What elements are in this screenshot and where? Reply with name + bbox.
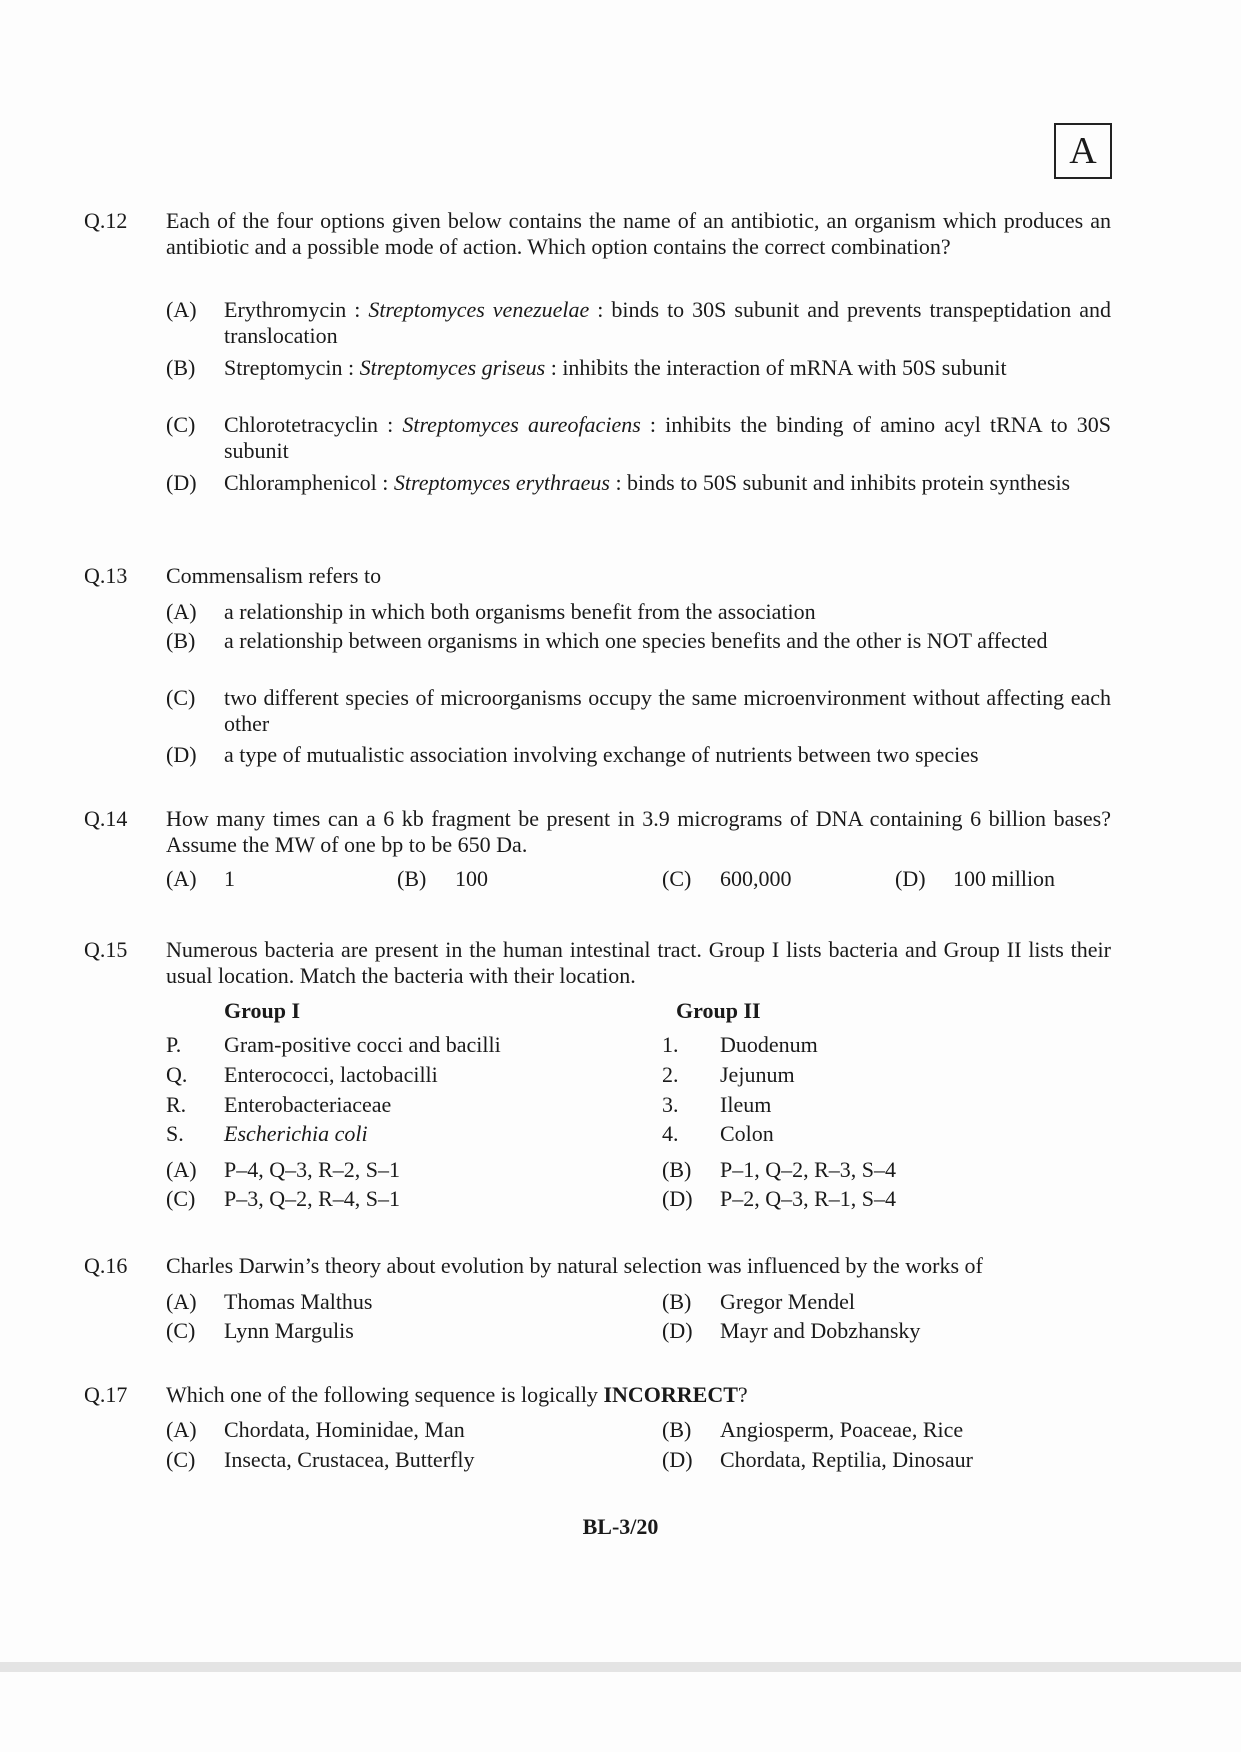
option-action: : binds to 30S subunit and prevents transpeptidation and translocation [224,297,1111,348]
option-label: (A) [166,1289,197,1314]
question-number: Q.16 [84,1253,128,1278]
option-label: (B) [662,1157,692,1182]
question-text: Each of the four options given below contains the name of an antibiotic, an organism which produces an antibiotic and a possible mode of action. Which option contains the correct combination? [166,208,1111,259]
option-antibiotic: Streptomycin : [224,355,360,380]
option-action: : inhibits the interaction of mRNA with 50S subunit [545,355,1007,380]
question-number: Q.15 [84,937,128,962]
option-text: Chordata, Reptilia, Dinosaur [720,1447,973,1472]
option-text: P–3, Q–2, R–4, S–1 [224,1186,401,1211]
question-text: Charles Darwin’s theory about evolution by natural selection was influenced by the works of [166,1253,983,1278]
option-text: Chordata, Hominidae, Man [224,1417,465,1442]
option-label: (B) [166,628,196,653]
question-number: Q.17 [84,1382,128,1407]
option-label: (C) [166,1318,196,1343]
option-label: (D) [662,1447,693,1472]
item-label: 3. [662,1092,679,1117]
option-text: Mayr and Dobzhansky [720,1318,921,1343]
item-label: S. [166,1121,184,1146]
option-label: (A) [166,1417,197,1442]
question-number: Q.12 [84,208,128,233]
option-antibiotic: Erythromycin : [224,297,369,322]
option-label: (D) [662,1186,693,1211]
group-1-header: Group I [224,998,301,1023]
question-text: Numerous bacteria are present in the human intestinal tract. Group I lists bacteria and Group II lists their usual location. Match the bacteria with their location. [166,937,1111,988]
option-text: a relationship in which both organisms benefit from the association [224,599,816,624]
item-label: R. [166,1092,187,1117]
option-label: (D) [895,866,926,891]
option-text: 100 [455,866,488,891]
option-action: : inhibits the binding of amino acyl tRNA to 30S subunit [224,412,1111,463]
option-text: two different species of microorganisms occupy the same microenvironment without affecting each other [224,685,1111,736]
option-antibiotic: Chloramphenicol : [224,470,394,495]
question-number: Q.13 [84,563,128,588]
item-label: 1. [662,1032,679,1057]
item-text: Gram-positive cocci and bacilli [224,1032,501,1057]
option-label: (A) [166,866,197,891]
question-number: Q.14 [84,806,128,831]
item-text: Escherichia coli [224,1121,368,1146]
option-antibiotic: Chlorotetracyclin : [224,412,403,437]
item-text: Jejunum [720,1062,795,1087]
question-text-end: ? [737,1382,748,1407]
item-label: P. [166,1032,182,1057]
option-label: (A) [166,599,197,624]
option-text: P–1, Q–2, R–3, S–4 [720,1157,897,1182]
question-text: How many times can a 6 kb fragment be present in 3.9 micrograms of DNA containing 6 billion bases? Assume the MW of one bp to be 650 Da. [166,806,1111,857]
option-text: 100 million [953,866,1056,891]
option-organism: Streptomyces venezuelae [368,297,590,322]
option-text: a relationship between organisms in which one species benefits and the other is NOT affected [224,628,1048,653]
question-text [166,1382,1111,1408]
group-2-header: Group II [676,998,761,1023]
option-text: P–4, Q–3, R–2, S–1 [224,1157,401,1182]
option-organism: Streptomyces aureofaciens [402,412,641,437]
option-label: (C) [166,1447,196,1472]
option-label: (B) [662,1289,692,1314]
option-text: Gregor Mendel [720,1289,856,1314]
option-label: (C) [662,866,692,891]
question-text-emphasis: INCORRECT [603,1382,738,1407]
option-label: (B) [662,1417,692,1442]
set-label-box: A [1054,123,1112,179]
item-text: Ileum [720,1092,772,1117]
option-text: 1 [224,866,235,891]
option-label: (D) [166,470,197,495]
option-label: (B) [397,866,427,891]
page-footer: BL-3/20 [582,1514,659,1539]
option-label: (C) [166,1186,196,1211]
option-organism: Streptomyces griseus [359,355,546,380]
option-text: 600,000 [720,866,792,891]
item-label: Q. [166,1062,188,1087]
scan-edge [0,1662,1241,1672]
option-label: (A) [166,1157,197,1182]
option-action: : binds to 50S subunit and inhibits protein synthesis [609,470,1071,495]
item-text: Duodenum [720,1032,818,1057]
option-label: (A) [166,297,197,322]
question-text-start: Which one of the following sequence is logically [166,1382,604,1407]
item-label: 4. [662,1121,679,1146]
option-organism: Streptomyces erythraeus [393,470,610,495]
option-text: P–2, Q–3, R–1, S–4 [720,1186,897,1211]
option-text: Angiosperm, Poaceae, Rice [720,1417,964,1442]
item-text: Enterococci, lactobacilli [224,1062,438,1087]
option-text: Lynn Margulis [224,1318,354,1343]
option-text: Insecta, Crustacea, Butterfly [224,1447,475,1472]
item-label: 2. [662,1062,679,1087]
option-label: (D) [662,1318,693,1343]
option-label: (C) [166,685,196,710]
item-text: Enterobacteriaceae [224,1092,392,1117]
option-label: (C) [166,412,196,437]
option-label: (D) [166,742,197,767]
question-text: Commensalism refers to [166,563,382,588]
option-text: a type of mutualistic association involving exchange of nutrients between two species [224,742,979,767]
item-text: Colon [720,1121,774,1146]
option-label: (B) [166,355,196,380]
option-text: Thomas Malthus [224,1289,373,1314]
